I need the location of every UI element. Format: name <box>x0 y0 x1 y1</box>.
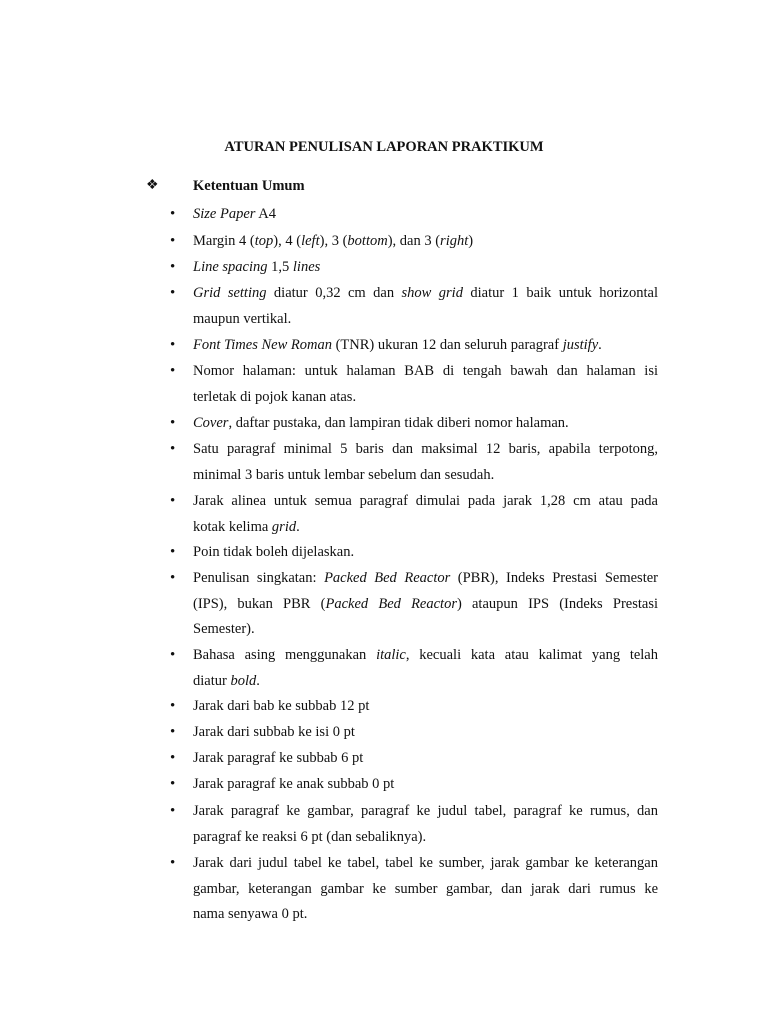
text-run: A4 <box>255 206 276 222</box>
text-line <box>193 772 658 798</box>
italic-text: Cover <box>193 415 229 431</box>
text-line <box>193 463 658 489</box>
text-run: diatur <box>193 672 231 689</box>
bullet-icon: • <box>170 855 176 871</box>
text-run: Jarak paragraf ke gambar, paragraf ke judul tabel, paragraf ke rumus, dan <box>193 803 658 819</box>
text-line <box>193 281 658 307</box>
italic-text: Packed Bed Reactor <box>325 595 457 612</box>
text-line <box>193 851 658 877</box>
text-run: ), 4 ( <box>273 233 302 249</box>
text-run: (TNR) ukuran 12 dan seluruh paragraf <box>331 337 563 353</box>
bullet-icon: • <box>170 363 176 379</box>
text-run: , kecuali kata atau kalimat yang telah <box>405 647 658 663</box>
italic-text: justify <box>562 337 599 353</box>
bullet-icon: • <box>170 750 176 766</box>
text-run: ) <box>468 233 474 249</box>
text-run: ), dan 3 ( <box>387 233 441 249</box>
list-item-text <box>193 229 658 255</box>
list-item-text <box>193 746 658 772</box>
text-line <box>193 202 658 228</box>
bullet-icon: • <box>170 441 176 457</box>
text-run: Jarak dari bab ke subbab 12 pt <box>193 698 370 714</box>
list-item-text <box>193 202 658 228</box>
text-run: Penulisan singkatan: <box>193 570 325 586</box>
text-line <box>193 307 658 333</box>
text-run: Poin tidak boleh dijelaskan. <box>193 544 355 560</box>
text-run: ) ataupun IPS (Indeks Prestasi <box>456 595 658 612</box>
text-run: Semester). <box>193 621 255 637</box>
italic-text: bottom <box>347 233 388 249</box>
text-line <box>193 359 658 385</box>
italic-text: show grid <box>401 285 463 301</box>
italic-text: Font Times New Roman <box>193 337 332 353</box>
bullet-icon: • <box>170 570 176 586</box>
text-line <box>193 437 658 463</box>
italic-text: Size Paper <box>193 206 256 222</box>
text-line <box>193 825 658 851</box>
text-line <box>193 515 658 541</box>
text-run: nama senyawa 0 pt. <box>193 906 308 922</box>
text-run: Jarak paragraf ke anak subbab 0 pt <box>193 776 395 792</box>
text-line <box>193 411 658 437</box>
text-run: . <box>256 672 260 689</box>
text-run: gambar, keterangan gambar ke sumber gambar, dan jarak dari rumus ke <box>193 880 658 897</box>
italic-text: Packed Bed Reactor <box>324 570 451 586</box>
text-run: maupun vertikal. <box>193 310 292 327</box>
bullet-icon: • <box>170 233 176 249</box>
bullet-icon: • <box>170 544 176 560</box>
text-run: kotak kelima <box>193 518 272 535</box>
text-line <box>193 746 658 772</box>
text-run: diatur 0,32 cm dan <box>266 285 402 301</box>
list-item-text <box>193 359 658 410</box>
document-title: ATURAN PENULISAN LAPORAN PRAKTIKUM <box>224 139 544 155</box>
bullet-icon: • <box>170 493 176 509</box>
list-item-text <box>193 799 658 850</box>
list-item-text <box>193 489 658 540</box>
italic-text: left <box>301 233 320 249</box>
text-run: Nomor halaman: untuk halaman BAB di tengah bawah dan halaman isi <box>193 363 658 379</box>
list-item-text <box>193 333 658 359</box>
list-item-text <box>193 437 658 488</box>
list-item-text <box>193 255 658 281</box>
list-item-text <box>193 643 658 694</box>
text-run: 1,5 <box>267 259 293 275</box>
text-run: paragraf ke reaksi 6 pt (dan sebaliknya). <box>193 828 427 845</box>
text-line <box>193 694 658 720</box>
list-item-text <box>193 540 658 566</box>
bullet-icon: • <box>170 724 176 740</box>
bullet-icon: • <box>170 285 176 301</box>
bullet-icon: • <box>170 337 176 353</box>
italic-text: right <box>440 233 469 249</box>
bullet-icon: • <box>170 776 176 792</box>
text-line <box>193 669 658 695</box>
italic-text: italic <box>376 647 406 663</box>
section-heading: Ketentuan Umum <box>193 178 305 194</box>
text-run: Jarak dari judul tabel ke tabel, tabel ke sumber, jarak gambar ke keterangan <box>193 855 658 871</box>
bullet-icon: • <box>170 259 176 275</box>
italic-text: Grid setting <box>193 285 267 301</box>
text-line <box>193 877 658 903</box>
list-item-text <box>193 851 658 928</box>
list-item-text <box>193 566 658 643</box>
text-run: Bahasa asing menggunakan <box>193 647 377 663</box>
bullet-icon: • <box>170 415 176 431</box>
text-run: Margin 4 ( <box>193 233 255 249</box>
text-line <box>193 799 658 825</box>
list-item-text <box>193 772 658 798</box>
text-run: terletak di pojok kanan atas. <box>193 388 357 405</box>
text-line <box>193 592 658 618</box>
text-line <box>193 566 658 592</box>
text-line <box>193 385 658 411</box>
diamond-bullet-icon: ❖ <box>146 178 159 193</box>
text-run: Jarak dari subbab ke isi 0 pt <box>193 724 355 740</box>
text-line <box>193 540 658 566</box>
list-item-text <box>193 694 658 720</box>
text-run: . <box>296 518 300 535</box>
text-line <box>193 720 658 746</box>
italic-text: lines <box>292 259 321 275</box>
text-run: , daftar pustaka, dan lampiran tidak diberi nomor halaman. <box>228 415 569 431</box>
text-run: (IPS), bukan PBR ( <box>193 595 326 612</box>
text-line <box>193 229 658 255</box>
text-line <box>193 617 658 643</box>
text-line <box>193 489 658 515</box>
list-item-text <box>193 281 658 332</box>
bullet-icon: • <box>170 803 176 819</box>
text-line <box>193 643 658 669</box>
text-run: ), 3 ( <box>319 233 348 249</box>
bullet-icon: • <box>170 698 176 714</box>
text-run: Jarak paragraf ke subbab 6 pt <box>193 750 364 766</box>
list-item-text <box>193 720 658 746</box>
italic-text: top <box>254 233 274 249</box>
text-run: Satu paragraf minimal 5 baris dan maksimal 12 baris, apabila terpotong, <box>193 441 658 457</box>
text-run: minimal 3 baris untuk lembar sebelum dan sesudah. <box>193 466 495 483</box>
text-run: . <box>598 337 602 353</box>
text-line <box>193 902 658 928</box>
text-line <box>193 255 658 281</box>
italic-text: grid <box>271 518 297 535</box>
bullet-icon: • <box>170 647 176 663</box>
text-run: (PBR), Indeks Prestasi Semester <box>450 570 658 586</box>
bullet-icon: • <box>170 206 176 222</box>
italic-text: Line spacing <box>193 259 268 275</box>
list-item-text <box>193 411 658 437</box>
italic-text: bold <box>230 672 257 689</box>
text-line <box>193 333 658 359</box>
text-run: diatur 1 baik untuk horizontal <box>462 285 658 301</box>
text-run: Jarak alinea untuk semua paragraf dimulai pada jarak 1,28 cm atau pada <box>193 493 658 509</box>
